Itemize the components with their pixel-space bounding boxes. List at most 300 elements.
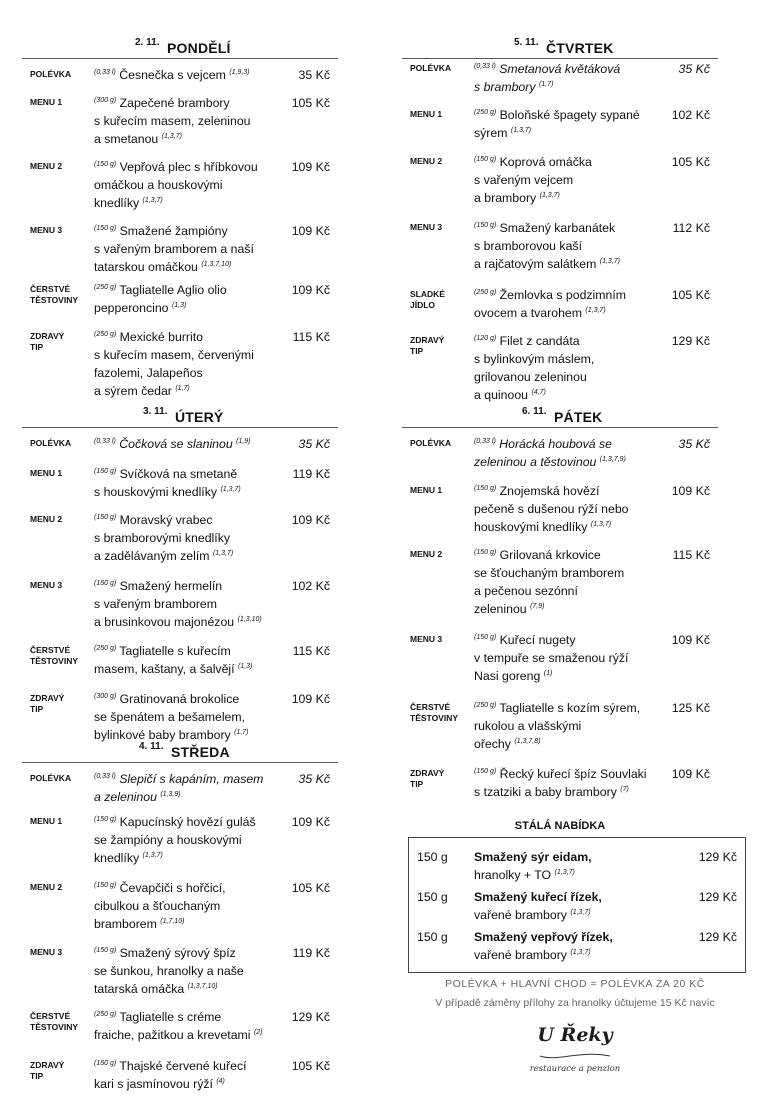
menu-item-line: Žemlovka s podzimním <box>499 288 627 302</box>
menu-item-weight: (150 g) <box>94 580 117 587</box>
menu-item-price: 119 Kč <box>292 946 330 960</box>
menu-item-label <box>30 882 62 893</box>
day-date: 6. 11. <box>522 406 547 417</box>
menu-item-line: zeleninou a těstovinou <box>474 455 597 469</box>
menu-item-label-line: SLADKÉ <box>410 289 445 299</box>
menu-item-price: 105 Kč <box>291 1059 330 1073</box>
menu-item-allergens: (1,3,7) <box>599 258 620 265</box>
menu-item-label-line: ČERSTVÉ <box>30 1011 71 1021</box>
menu-item-line: Smažený karbanátek <box>499 221 616 235</box>
menu-item-description <box>474 435 664 471</box>
menu-item-allergens: (1,3,9) <box>160 791 181 798</box>
menu-item-description <box>94 690 284 744</box>
menu-item-label <box>410 438 451 449</box>
menu-item-label-line: TIP <box>30 1071 44 1081</box>
menu-item-description <box>94 1008 284 1044</box>
day-name: PÁTEK <box>554 409 603 425</box>
menu-item-description <box>94 222 284 276</box>
menu-item-line: Vepřová plec s hříbkovou <box>119 160 258 174</box>
menu-item-description <box>474 765 664 801</box>
menu-item-line: Filet z candáta <box>499 334 580 348</box>
menu-item-label-line: ZDRAVÝ <box>410 335 445 345</box>
menu-item-allergens: (1,3,7) <box>510 127 532 134</box>
menu-item-label-line: ZDRAVÝ <box>30 1060 65 1070</box>
menu-item-line: Čočková se slaninou <box>119 437 233 451</box>
menu-item-line: a smetanou <box>94 132 159 146</box>
day-header <box>22 740 338 762</box>
menu-item-allergens: (1,3) <box>171 302 187 309</box>
menu-item-allergens: (1,3,7,9) <box>599 456 626 463</box>
menu-item-label <box>30 514 62 525</box>
logo-subtitle: restaurace a penzion <box>529 1064 621 1074</box>
menu-item-weight: (250 g) <box>94 645 117 652</box>
menu-item-price: 102 Kč <box>671 108 710 122</box>
menu-item-description <box>94 66 284 84</box>
menu-item-description <box>474 482 664 536</box>
menu-item-allergens: (1,3,7) <box>585 307 606 314</box>
menu-item-price: 35 Kč <box>298 437 330 451</box>
menu-item-line: tatarská omáčka <box>94 982 185 996</box>
stala-item-allergens: (1,3,7) <box>570 909 591 916</box>
menu-item-line: bylinkové baby brambory <box>94 728 231 742</box>
menu-item-description <box>94 577 284 631</box>
menu-item-weight: (0,33 l) <box>94 773 116 780</box>
menu-item-price: 109 Kč <box>291 283 330 297</box>
menu-item-label <box>410 549 442 560</box>
menu-item-label-line: MENU 1 <box>410 109 443 119</box>
menu-item-allergens: (1,3) <box>237 663 253 670</box>
menu-item-price: 102 Kč <box>291 579 330 593</box>
menu-item-line: knedlíky <box>94 851 140 865</box>
menu-item-label-line: MENU 2 <box>30 882 63 892</box>
menu-item-weight: (150 g) <box>94 947 117 954</box>
menu-item-line: s bylinkovým máslem, <box>474 352 595 366</box>
day-divider <box>402 427 718 428</box>
menu-item-line: cibulkou a šťouchaným <box>94 899 221 913</box>
menu-item-price: 125 Kč <box>671 701 710 715</box>
combo-note: POLÉVKA + HLAVNÍ CHOD = POLÉVKA ZA 20 KČ <box>445 978 705 990</box>
menu-item-description <box>474 60 664 96</box>
day-name: ÚTERÝ <box>175 409 224 425</box>
menu-item-allergens: (4,7) <box>531 389 546 396</box>
day-divider <box>22 427 338 428</box>
menu-item-line: s vařeným bramborem <box>94 597 218 611</box>
menu-item-label-line: TIP <box>410 779 424 789</box>
menu-item-line: s houskovými knedlíky <box>94 485 218 499</box>
day-header <box>402 405 718 427</box>
stala-item-description <box>474 848 674 884</box>
menu-item-description <box>474 286 664 322</box>
menu-item-weight: (250 g) <box>94 331 117 338</box>
day-date: 3. 11. <box>143 406 168 417</box>
stala-item-weight: 150 g <box>417 850 448 864</box>
menu-item-label <box>410 156 442 167</box>
menu-item-allergens: (1,3,7,8) <box>514 738 541 745</box>
menu-item-label <box>30 331 64 353</box>
menu-item-label <box>410 222 442 233</box>
day-header <box>402 36 718 58</box>
menu-item-weight: (150 g) <box>94 1060 117 1067</box>
menu-item-label-line: MENU 1 <box>410 485 443 495</box>
menu-item-description <box>94 94 284 148</box>
menu-item-line: Svíčková na smetaně <box>119 467 238 481</box>
menu-item-line: s kuřecím masem, zeleninou <box>94 114 251 128</box>
menu-item-line: grilovanou zeleninou <box>474 370 587 384</box>
menu-item-price: 129 Kč <box>671 334 710 348</box>
menu-item-line: Tagliatelle Aglio olio <box>119 283 227 297</box>
menu-item-weight: (150 g) <box>94 514 117 521</box>
stala-item-price: 129 Kč <box>698 850 737 864</box>
menu-item-line: s vařeným vejcem <box>474 173 574 187</box>
menu-item-line: Smetanová květáková <box>499 62 621 76</box>
menu-item-line: Horácká houbová se <box>499 437 613 451</box>
menu-item-line: Česnečka s vejcem <box>119 68 226 82</box>
menu-item-label <box>410 335 444 357</box>
menu-item-line: omáčkou a houskovými <box>94 178 223 192</box>
menu-item-label <box>30 225 62 236</box>
menu-item-line: ovocem a tvarohem <box>474 306 582 320</box>
menu-item-line: a quinoou <box>474 388 529 402</box>
menu-item-label-line: MENU 3 <box>30 580 63 590</box>
menu-item-weight: (120 g) <box>474 335 497 342</box>
menu-item-description <box>94 1057 284 1093</box>
menu-item-price: 109 Kč <box>291 513 330 527</box>
menu-item-label <box>30 580 62 591</box>
menu-item-description <box>94 770 284 806</box>
menu-item-line: knedlíky <box>94 196 140 210</box>
menu-item-weight: (150 g) <box>94 225 117 232</box>
menu-item-line: s kuřecím masem, červenými <box>94 348 254 362</box>
menu-item-price: 105 Kč <box>291 881 330 895</box>
menu-item-line: a pečenou sezónní <box>474 584 578 598</box>
menu-item-line: tatarskou omáčkou <box>94 260 198 274</box>
menu-item-label-line: MENU 2 <box>410 549 443 559</box>
menu-item-label-line: ČERSTVÉ <box>30 645 71 655</box>
menu-item-label <box>30 161 62 172</box>
menu-item-label-line: TĚSTOVINY <box>30 295 79 305</box>
menu-item-price: 109 Kč <box>291 692 330 706</box>
menu-item-label-line: MENU 1 <box>30 816 63 826</box>
menu-item-label-line: POLÉVKA <box>410 438 452 448</box>
menu-item-allergens: (7) <box>620 786 629 793</box>
menu-item-line: bramborem <box>94 917 157 931</box>
menu-item-description <box>94 879 284 933</box>
menu-item-line: Smažený sýrový špíz <box>119 946 236 960</box>
side-change-note: V případě záměny přílohy za hranolky účtujeme 15 Kč navíc <box>435 997 715 1009</box>
menu-item-weight: (150 g) <box>94 882 117 889</box>
menu-item-line: Slepičí s kapáním, masem <box>119 772 264 786</box>
stala-item-price: 129 Kč <box>698 890 737 904</box>
day-name: ČTVRTEK <box>546 40 614 56</box>
menu-item-line: a zadělávaným zelím <box>94 549 210 563</box>
menu-item-line: s tzatziki a baby brambory <box>474 785 617 799</box>
menu-item-line: pepperoncino <box>94 301 169 315</box>
menu-item-line: Moravský vrabec <box>119 513 213 527</box>
menu-item-line: v tempuře se smaženou rýží <box>474 651 629 665</box>
menu-item-label <box>410 109 442 120</box>
menu-item-weight: (0,33 l) <box>94 69 116 76</box>
menu-item-weight: (150 g) <box>474 768 497 775</box>
menu-item-label-line: MENU 3 <box>30 225 63 235</box>
menu-item-allergens: (1,3,10) <box>237 616 262 623</box>
menu-item-weight: (300 g) <box>94 693 117 700</box>
menu-item-description <box>94 944 284 998</box>
menu-item-label-line: ZDRAVÝ <box>410 768 445 778</box>
menu-item-label-line: MENU 2 <box>30 161 63 171</box>
menu-item-label <box>30 438 71 449</box>
stala-item-price: 129 Kč <box>698 930 737 944</box>
menu-item-label <box>30 1060 64 1082</box>
menu-item-line: kari s jasmínovou rýží <box>94 1077 213 1091</box>
menu-item-description <box>94 158 284 212</box>
stala-nabidka-box <box>408 837 746 973</box>
menu-item-label <box>30 693 64 715</box>
menu-item-label-line: MENU 3 <box>410 634 443 644</box>
menu-item-line: fraiche, pažitkou a krevetami <box>94 1028 251 1042</box>
menu-item-line: Tagliatelle s créme <box>119 1010 222 1024</box>
menu-item-allergens: (2) <box>253 1029 263 1036</box>
menu-item-line: pečeně s dušenou rýží nebo <box>474 502 629 516</box>
menu-item-label <box>410 485 442 496</box>
menu-item-allergens: (1,7) <box>538 81 554 88</box>
menu-item-label-line: TĚSTOVINY <box>410 713 459 723</box>
menu-item-price: 112 Kč <box>672 221 710 235</box>
menu-item-label-line: TĚSTOVINY <box>30 1022 79 1032</box>
stala-item-name: Smažený vepřový řízek, <box>474 930 613 944</box>
day-date: 4. 11. <box>139 741 164 752</box>
menu-item-description <box>94 511 284 565</box>
menu-item-weight: (150 g) <box>474 222 497 229</box>
menu-item-line: Kapucínský hovězí guláš <box>119 815 256 829</box>
menu-item-allergens: (1,3,7) <box>142 197 163 204</box>
day-name: PONDĚLÍ <box>167 40 231 56</box>
menu-item-line: Kuřecí nugety <box>499 633 576 647</box>
menu-item-description <box>474 699 664 753</box>
menu-item-allergens: (1,3,7) <box>220 486 241 493</box>
menu-item-label-line: ZDRAVÝ <box>30 331 65 341</box>
menu-item-price: 109 Kč <box>291 815 330 829</box>
menu-item-line: a rajčatovým salátkem <box>474 257 597 271</box>
menu-item-price: 35 Kč <box>678 62 710 76</box>
menu-item-weight: (250 g) <box>94 284 117 291</box>
menu-item-line: Nasi goreng <box>474 669 541 683</box>
stala-item-weight: 150 g <box>417 930 448 944</box>
day-divider <box>22 762 338 763</box>
menu-item-description <box>474 106 664 142</box>
menu-item-label <box>30 947 62 958</box>
stala-item-name: Smažený sýr eidam, <box>474 850 592 864</box>
stala-item-rest: hranolky + TO <box>474 868 552 882</box>
menu-item-line: Tagliatelle s kozím sýrem, <box>499 701 641 715</box>
menu-item-allergens: (1) <box>543 670 553 677</box>
menu-item-allergens: (1,3,7) <box>539 192 560 199</box>
menu-item-description <box>474 546 664 618</box>
menu-item-line: Gratinovaná brokolice <box>119 692 240 706</box>
menu-item-description <box>94 813 284 867</box>
menu-item-line: se špenátem a bešamelem, <box>94 710 246 724</box>
menu-item-label <box>410 702 458 724</box>
menu-item-label <box>30 816 62 827</box>
menu-item-line: s bramborovou kaší <box>474 239 582 253</box>
menu-item-label-line: POLÉVKA <box>410 63 452 73</box>
menu-item-allergens: (1,3,7,10) <box>187 983 218 990</box>
menu-item-weight: (0,33 l) <box>94 438 116 445</box>
stala-nabidka-title: STÁLÁ NABÍDKA <box>514 820 606 832</box>
menu-item-line: Koprová omáčka <box>499 155 592 169</box>
menu-item-label-line: JÍDLO <box>410 300 436 310</box>
menu-item-line: Řecký kuřecí špíz Souvlaki <box>499 767 647 781</box>
menu-item-line: zeleninou <box>474 602 527 616</box>
menu-item-weight: (250 g) <box>474 109 497 116</box>
menu-item-line: s vařeným bramborem a naší <box>94 242 254 256</box>
menu-item-label-line: TIP <box>30 342 44 352</box>
menu-item-label-line: TIP <box>30 704 44 714</box>
logo-flourish-icon <box>538 1050 612 1062</box>
menu-item-allergens: (7,9) <box>530 603 545 610</box>
menu-item-line: s bramborovými knedlíky <box>94 531 230 545</box>
menu-item-label <box>410 768 444 790</box>
stala-item-description <box>474 888 674 924</box>
logo-name: U Řeky <box>537 1024 613 1046</box>
menu-item-price: 35 Kč <box>298 772 330 786</box>
menu-item-price: 35 Kč <box>298 68 330 82</box>
day-divider <box>402 58 718 59</box>
menu-item-description <box>94 281 284 317</box>
menu-item-allergens: (1,9) <box>236 438 251 445</box>
menu-item-line: a sýrem čedar <box>94 384 172 398</box>
menu-item-weight: (0,33 l) <box>474 438 496 445</box>
menu-item-description <box>474 332 664 404</box>
menu-item-description <box>94 435 284 453</box>
stala-item-rest: vařené brambory <box>474 948 567 962</box>
menu-item-label-line: ČERSTVÉ <box>30 284 71 294</box>
menu-item-weight: (150 g) <box>474 634 497 641</box>
menu-item-description <box>94 642 284 678</box>
menu-item-line: Tagliatelle s kuřecím <box>119 644 231 658</box>
stala-item-name: Smažený kuřecí řízek, <box>474 890 602 904</box>
menu-item-weight: (250 g) <box>474 289 497 296</box>
menu-item-label-line: ZDRAVÝ <box>30 693 65 703</box>
menu-item-price: 105 Kč <box>291 96 330 110</box>
menu-item-line: Mexické burrito <box>119 330 203 344</box>
menu-item-line: sýrem <box>474 126 508 140</box>
menu-item-weight: (250 g) <box>474 702 497 709</box>
menu-item-weight: (150 g) <box>474 485 497 492</box>
stala-item-allergens: (1,3,7) <box>554 869 575 876</box>
menu-item-allergens: (1,3,7) <box>142 852 163 859</box>
menu-item-line: a zeleninou <box>94 790 157 804</box>
menu-item-line: a brambory <box>474 191 537 205</box>
menu-item-price: 105 Kč <box>671 288 710 302</box>
menu-item-allergens: (1,3,7,10) <box>201 261 232 268</box>
menu-item-allergens: (1,7,10) <box>160 918 185 925</box>
menu-item-weight: (0,33 l) <box>474 63 496 70</box>
menu-item-label <box>30 645 78 667</box>
menu-item-label-line: TIP <box>410 346 424 356</box>
menu-item-label-line: MENU 3 <box>30 947 63 957</box>
menu-item-allergens: (1,3,7) <box>590 521 612 528</box>
menu-item-label-line: MENU 2 <box>410 156 443 166</box>
menu-item-price: 35 Kč <box>678 437 710 451</box>
menu-item-weight: (250 g) <box>94 1011 117 1018</box>
day-header <box>22 405 338 427</box>
menu-item-price: 109 Kč <box>291 224 330 238</box>
stala-item-weight: 150 g <box>417 890 448 904</box>
menu-item-label <box>30 1011 78 1033</box>
menu-item-line: Thajské červené kuřecí <box>119 1059 247 1073</box>
menu-item-label-line: POLÉVKA <box>30 438 72 448</box>
menu-item-line: Čevapčiči s hořčicí, <box>119 881 226 895</box>
menu-item-label <box>410 63 451 74</box>
menu-item-allergens: (4) <box>216 1078 225 1085</box>
stala-item-description <box>474 928 674 964</box>
day-name: STŘEDA <box>171 744 230 760</box>
menu-item-weight: (300 g) <box>94 97 117 104</box>
menu-item-price: 119 Kč <box>292 467 330 481</box>
menu-item-label <box>410 289 445 311</box>
menu-item-label <box>30 97 62 108</box>
day-date: 5. 11. <box>514 37 539 48</box>
menu-item-line: masem, kaštany, a šalvějí <box>94 662 235 676</box>
menu-item-line: Smažené žampióny <box>119 224 228 238</box>
menu-item-description <box>474 631 664 685</box>
menu-item-weight: (150 g) <box>94 468 117 475</box>
menu-item-weight: (150 g) <box>94 161 117 168</box>
menu-item-label-line: ČERSTVÉ <box>410 702 451 712</box>
menu-item-label-line: TĚSTOVINY <box>30 656 79 666</box>
menu-item-label-line: MENU 1 <box>30 97 63 107</box>
menu-item-price: 109 Kč <box>671 484 710 498</box>
menu-item-line: se žampióny a houskovými <box>94 833 242 847</box>
menu-item-weight: (150 g) <box>94 816 117 823</box>
menu-item-line: Zapečené brambory <box>119 96 230 110</box>
menu-item-weight: (150 g) <box>474 549 497 556</box>
menu-item-label <box>30 284 78 306</box>
menu-item-line: rukolou a vlašskými <box>474 719 582 733</box>
menu-item-allergens: (1,7) <box>234 729 249 736</box>
menu-item-label <box>410 634 442 645</box>
menu-item-price: 105 Kč <box>671 155 710 169</box>
menu-item-line: fazolemi, Jalapeños <box>94 366 203 380</box>
restaurant-logo <box>520 1022 630 1082</box>
menu-item-label <box>30 468 62 479</box>
stala-item-rest: vařené brambory <box>474 908 567 922</box>
menu-item-price: 109 Kč <box>291 160 330 174</box>
menu-item-price: 129 Kč <box>291 1010 330 1024</box>
menu-item-line: se šunkou, hranolky a naše <box>94 964 244 978</box>
menu-item-allergens: (1,3,7) <box>212 550 234 557</box>
day-date: 2. 11. <box>135 37 160 48</box>
menu-item-label-line: MENU 1 <box>30 468 63 478</box>
menu-item-price: 109 Kč <box>671 633 710 647</box>
menu-item-line: a brusinkovou majonézou <box>94 615 235 629</box>
menu-item-label <box>30 69 71 80</box>
menu-item-line: se šťouchaným bramborem <box>474 566 625 580</box>
menu-item-line: Znojemská hovězí <box>499 484 600 498</box>
day-divider <box>22 58 338 59</box>
menu-item-price: 115 Kč <box>672 548 710 562</box>
menu-item-description <box>474 219 664 273</box>
menu-item-description <box>94 465 284 501</box>
menu-item-line: s brambory <box>474 80 536 94</box>
menu-item-allergens: (1,3,7) <box>161 133 182 140</box>
menu-item-description <box>94 328 284 400</box>
menu-item-line: Grilovaná krkovice <box>499 548 601 562</box>
menu-item-price: 115 Kč <box>292 330 330 344</box>
menu-item-label <box>30 773 71 784</box>
menu-item-allergens: (1,7) <box>175 385 190 392</box>
menu-item-label-line: MENU 3 <box>410 222 443 232</box>
